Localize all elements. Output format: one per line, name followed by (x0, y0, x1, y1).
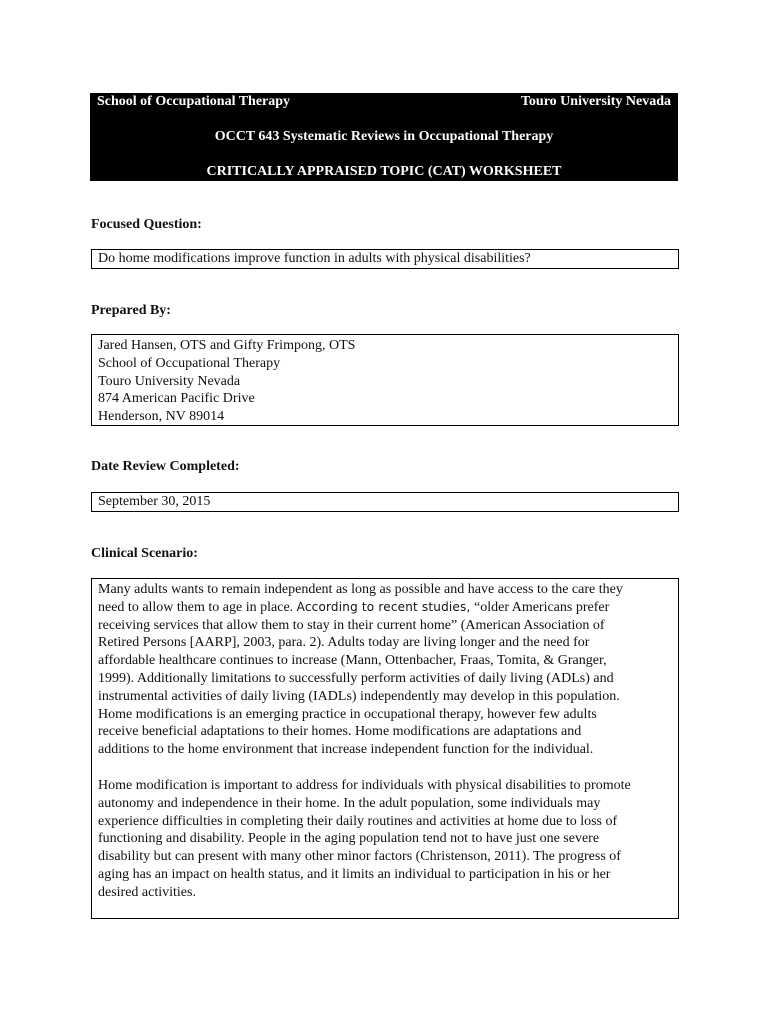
preparer-names: Jared Hansen, OTS and Gifty Frimpong, OTS (98, 338, 356, 353)
scenario-line: 1999). Additionally limitations to successfully perform activities of daily living (ADLs) and (98, 670, 614, 686)
preparer-street: 874 American Pacific Drive (98, 391, 255, 407)
university-name: Touro University Nevada (520, 94, 671, 109)
scenario-line: disability but can present with many other minor factors (Christenson, 2011). The progress of (98, 849, 621, 865)
scenario-line: Home modification is important to address for individuals with physical disabilities to promote (98, 777, 631, 793)
scenario-line: desired activities. (98, 884, 196, 900)
scenario-text: “older Americans prefer (470, 599, 610, 615)
scenario-line: experience difficulties in completing their daily routines and activities at home due to loss of (98, 813, 618, 829)
focused-question-text: Do home modifications improve function in adults with physical disabilities? (98, 251, 531, 266)
scenario-line: additions to the home environment that increase independent function for the individual. (98, 742, 594, 758)
scenario-line: instrumental activities of daily living (IADLs) independently may develop in this population. (98, 688, 620, 704)
preparer-university: Touro University Nevada (98, 373, 241, 389)
focused-question-label: Focused Question: (91, 217, 202, 232)
scenario-line: autonomy and independence in their home. In the adult population, some individuals may (98, 795, 601, 811)
scenario-line: aging has an impact on health status, and it limits an individual to participation in his or her (98, 866, 611, 882)
date-review-label: Date Review Completed: (91, 459, 240, 474)
scenario-text-sans: According to recent studies, (296, 599, 471, 614)
prepared-by-label: Prepared By: (91, 303, 171, 318)
worksheet-header (90, 93, 678, 181)
scenario-line: receive beneficial adaptations to their homes. Home modifications are adaptations and (98, 724, 582, 740)
date-review-text: September 30, 2015 (98, 494, 211, 509)
scenario-line: Home modifications is an emerging practice in occupational therapy, however few adults (98, 706, 597, 722)
scenario-line: functioning and disability. People in the aging population tend not to have just one severe (98, 831, 600, 847)
clinical-scenario-box (91, 578, 679, 919)
focused-question-box (91, 249, 679, 269)
scenario-line: Retired Persons [AARP], 2003, para. 2). Adults today are living longer and the need for (98, 635, 590, 651)
clinical-scenario-label: Clinical Scenario: (91, 546, 198, 561)
scenario-paragraph-2 (98, 777, 672, 902)
preparer-city: Henderson, NV 89014 (98, 409, 225, 425)
scenario-line: affordable healthcare continues to increase (Mann, Ottenbacher, Fraas, Tomita, & Granger, (98, 653, 607, 669)
course-title: OCCT 643 Systematic Reviews in Occupational Therapy (214, 129, 554, 144)
scenario-text: need to allow them to age in place. (98, 599, 297, 615)
worksheet-title: CRITICALLY APPRAISED TOPIC (CAT) WORKSHEET (206, 164, 562, 179)
preparer-school: School of Occupational Therapy (98, 355, 281, 371)
scenario-line: Many adults wants to remain independent as long as possible and have access to the care they (98, 582, 623, 597)
scenario-line: receiving services that allow them to stay in their current home” (American Association of (98, 617, 605, 633)
school-name: School of Occupational Therapy (97, 94, 291, 109)
prepared-by-box (91, 334, 679, 426)
scenario-paragraph-1 (98, 581, 672, 759)
date-review-box (91, 492, 679, 512)
scenario-line (98, 599, 672, 617)
